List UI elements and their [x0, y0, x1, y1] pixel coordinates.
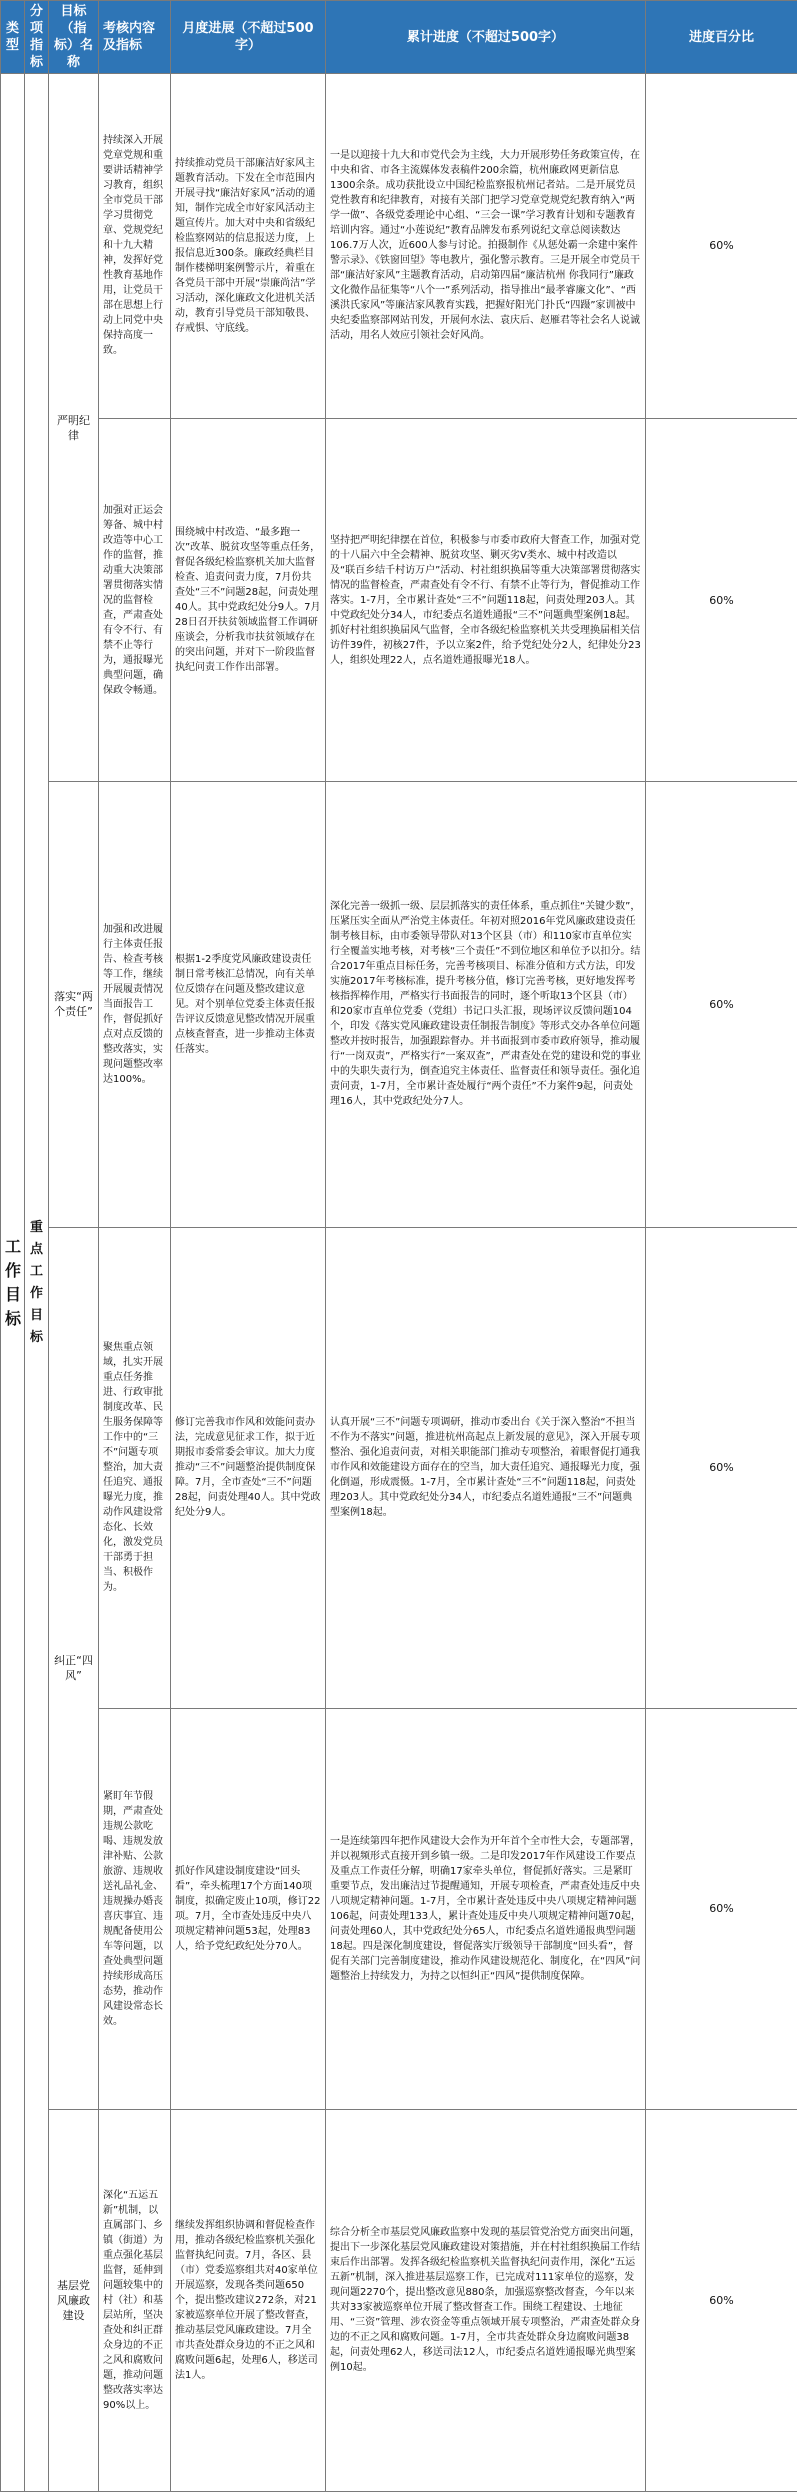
header-content: 考核内容及指标 [99, 1, 171, 74]
header-type: 类型 [1, 1, 25, 74]
monthly-progress-cell: 围绕城中村改造、“最多跑一次”改革、脱贫攻坚等重点任务，督促各级纪检监察机关加大监督检查、追责问责力度，7月份共查处“三不”问题28起，问责处理40人。其中党政纪处分9人。7月28日召开扶贫领域监督工作调研座谈会，分析我市扶贫领域存在的突出问题，并对下一阶段监督执纪问责工作作出部署。 [171, 418, 326, 782]
table-row [1, 418, 797, 782]
progress-percent-cell: 60% [646, 782, 797, 1227]
progress-percent-cell: 60% [646, 74, 797, 419]
content-cell: 紧盯年节假期，严肃查处违规公款吃喝、违规发放津补贴、公款旅游、违规收送礼品礼金、违规操办婚丧喜庆事宜、违规配备使用公车等问题，以查处典型问题持续形成高压态势，推动作风建设常态长效。 [99, 1708, 171, 2109]
table-row [1, 74, 797, 419]
content-cell: 加强对正运会筹备、城中村改造等中心工作的监督，推动重大决策部署贯彻落实情况的监督检查，严肃查处有令不行、有禁不止等行为，通报曝光典型问题，确保政令畅通。 [99, 418, 171, 782]
progress-percent-cell: 60% [646, 2109, 797, 2491]
header-progress-percent: 进度百分比 [646, 1, 797, 74]
monthly-progress-cell: 根据1-2季度党风廉政建设责任制日常考核汇总情况，向有关单位反馈存在问题及整改建议意见。对个别单位党委主体责任报告评议反馈意见整改情况开展重点核查督查，进一步推动主体责任落实。 [171, 782, 326, 1227]
cumulative-progress-cell: 坚持把严明纪律摆在首位，积极参与市委市政府大督查工作，加强对党的十八届六中全会精神、脱贫攻坚、剿灭劣V类水、城中村改造以及“联百乡结千村访万户”活动、村社组织换届等重大决策部署贯彻落实情况的监督检查，严肃查处有令不行、有禁不止等行为，督促推动工作落实。1-7月，全市累计查处“三不”问题118起，问责处理203人。其中党政纪处分34人，市纪委点名道姓通报“三不”问题典型案例18起。抓好村社组织换届风气监督，全市各级纪检监察机关共受理换届相关信访件39件，初核27件，予以立案2件，给予党纪处分2人，纪律处分23人，组织处理22人，点名道姓通报曝光18人。 [326, 418, 646, 782]
header-indicator-name: 目标（指标）名称 [49, 1, 99, 74]
monthly-progress-cell: 持续推动党员干部廉洁好家风主题教育活动。下发在全市范围内开展寻找“廉洁好家风”活动的通知，制作完成全市好家风活动主题宣传片。加大对中央和省级纪检监察网站的信息报送力度，上报信息近300条。廉政经典栏目制作楼梯明案例警示片，着重在各党员干部中开展“崇廉尚洁”学习活动，深化廉政文化进机关活动，教育引导党员干部知敬畏、存戒惧、守底线。 [171, 74, 326, 419]
content-cell: 深化“五运五新”机制，以直属部门、乡镇（街道）为重点强化基层监督，延伸到问题较集中的村（社）和基层站所，坚决查处和纠正群众身边的不正之风和腐败问题，推动问题整改落实率达90%以上。 [99, 2109, 171, 2491]
cumulative-progress-cell: 一是以迎接十九大和市党代会为主线，大力开展形势任务政策宣传，在中央和省、市各主流媒体发表稿件200余篇，杭州廉政网更新信息1300余条。成功获批设立中国纪检监察报杭州记者站。二是开展党员党性教育和纪律教育，对接有关部门把学习党章党规党纪教育纳入“两学一做”、各级党委理论中心组、“三会一课”学习教育计划和专题教育培训内容。通过“小莲说纪”教育品牌发布系列说纪文章总阅读数达106.7万人次，近600人参与讨论。拍摄制作《从惩处霸一余建中案件警示录》、《铁窗回望》等电教片，强化警示教育。三是开展全市党员干部“廉洁好家风”主题教育活动，启动第四届“廉洁杭州 你我同行”廉政文化微作品征集等“八个一”系列活动，指导推出“最孝睿廉文化”、“西溪洪氏家风”等廉洁家风教育实践，把握好阳光门扑氏“四蹑”家训被中央纪委监察部网站刊发，开展何水法、袁庆后、赵雁君等社会名人说诚活动，用名人效应引领社会好风尚。 [326, 74, 646, 419]
content-cell: 加强和改进履行主体责任报告、检查考核等工作，继续开展履责情况当面报告工作，督促抓好点对点反馈的整改落实，实现问题整改率达100%。 [99, 782, 171, 1227]
cumulative-progress-cell: 一是连续第四年把作风建设大会作为开年首个全市性大会，专题部署，并以视频形式直接开到乡镇一级。二是印发2017年作风建设工作要点及重点工作责任分解，明确17家牵头单位，督促抓好落实。三是紧盯重要节点，发出廉洁过节提醒通知，开展专项检查，严肃查处违反中央八项规定精神问题。1-7月，全市累计查处违反中央八项规定精神问题106起，问责处理133人，累计查处违反中央八项规定精神问题70起，问责处理60人，其中党政纪处分65人，市纪委点名道姓通报典型问题18起。四是深化制度建设，督促落实厅级领导干部制度“回头看”，督促有关部门完善制度建设，推动作风建设规范化、制度化，在“四风”问题整治上持续发力，为持之以恒纠正“四风”提供制度保障。 [326, 1708, 646, 2109]
cumulative-progress-cell: 认真开展“三不”问题专项调研，推动市委出台《关于深入整治“不担当不作为不落实”问题，推进杭州高起点上新发展的意见》，深入开展专项整治、强化追责问责，对相关职能部门推动专项整治，着眼督促打通我市作风和效能建设方面存在的空当，加大责任追究、通报曝光力度，强化倒逼，形成震慑。1-7月，全市累计查处“三不”问题118起，问责处理203人。其中党政纪处分34人，市纪委点名道姓通报“三不”问题典型案例18起。 [326, 1227, 646, 1708]
indicator-name-four-styles: 纠正“四风” [49, 1227, 99, 2109]
header-sub-indicator: 分项指标 [25, 1, 49, 74]
monthly-progress-cell: 继续发挥组织协调和督促检查作用，推动各级纪检监察机关强化监督执纪问责。7月，各区、县（市）党委巡察组共对40家单位开展巡察，发现各类问题650个，提出整改建议272条，对21家被巡察单位开展了整改督查，推动基层党风廉政建设。7月全市共查处群众身边的不正之风和腐败问题6起，处理6人，移送司法1人。 [171, 2109, 326, 2491]
content-cell: 持续深入开展党章党规和重要讲话精神学习教育，组织全市党员干部学习贯彻党章、党规党纪和十九大精神，发挥好党性教育基地作用，让党员干部在思想上行动上同党中央保持高度一致。 [99, 74, 171, 419]
progress-percent-cell: 60% [646, 1227, 797, 1708]
sub-indicator-cell: 重点工作目标 [25, 74, 49, 2492]
cumulative-progress-cell: 综合分析全市基层党风廉政监察中发现的基层管党治党方面突出问题，提出下一步深化基层党风廉政建设对策措施，并在村社组织换届工作结束后作出部署。发挥各级纪检监察机关监督执纪问责作用，深化“五运五新”机制，深入推进基层巡察工作，已完成对111家单位的巡察，发现问题2270个，提出整改意见880条，加强巡察整改督查，今年以来共对33家被巡察单位开展了整改督查工作。围绕工程建设、土地征用、“三资”管理、涉农资金等重点领域开展专项整治，严肃查处群众身边的不正之风和腐败问题。1-7月，全市共查处群众身边腐败问题38起，问责处理62人，移送司法12人，市纪委点名道姓通报曝光典型案例10起。 [326, 2109, 646, 2491]
content-cell: 聚焦重点领域，扎实开展重点任务推进、行政审批制度改革、民生服务保障等工作中的“三不”问题专项整治，加大责任追究、通报曝光力度，推动作风建设常态化、长效化，激发党员干部勇于担当、积极作为。 [99, 1227, 171, 1708]
header-cumulative-progress: 累计进度（不超过500字） [326, 1, 646, 74]
indicator-name-grassroots: 基层党风廉政建设 [49, 2109, 99, 2491]
category-cell: 工作目标 [1, 74, 25, 2492]
indicator-name-strict-discipline: 严明纪律 [49, 74, 99, 782]
progress-percent-cell: 60% [646, 1708, 797, 2109]
indicator-name-two-responsibilities: 落实“两个责任” [49, 782, 99, 1227]
table-row [1, 1708, 797, 2109]
table-row [1, 2109, 797, 2491]
monthly-progress-cell: 抓好作风建设制度建设“回头看”，牵头梳理17个方面140项制度，拟确定废止10项，修订22项。7月，全市查处违反中央八项规定精神问题53起，处理83人，给予党纪政纪处分70人。 [171, 1708, 326, 2109]
table-row [1, 782, 797, 1227]
header-monthly-progress: 月度进展（不超过500字） [171, 1, 326, 74]
monthly-progress-cell: 修订完善我市作风和效能问责办法，完成意见征求工作，拟于近期报市委常委会审议。加大力度推动“三不”问题整治提供制度保障。7月，全市查处“三不”问题28起，问责处理40人。其中党政纪处分9人。 [171, 1227, 326, 1708]
table-row [1, 1227, 797, 1708]
progress-percent-cell: 60% [646, 418, 797, 782]
cumulative-progress-cell: 深化完善一级抓一级、层层抓落实的责任体系，重点抓住“关键少数”，压紧压实全面从严治党主体责任。年初对照2016年党风廉政建设责任制考核目标，由市委领导带队对13个区县（市）和110家市直单位实行全覆盖实地考核，对考核“三个责任”不到位地区和单位予以扣分。结合2017年重点目标任务，完善考核项目、标准分值和方式方法，印发实施2017年考核标准，提升考核分值，修订完善考核，更好地发挥考核指挥棒作用，严格实行书面报告的同时，逐个听取13个区县（市）和20家市直单位党委（党组）书记口头汇报，现场评议反馈问题104个，印发《落实党风廉政建设责任制报告制度》等形式交办各单位问题整改并按时报告，加强跟踪督办。并书面报到市委市政府领导，推动履行“一岗双责”，严格实行“一案双查”，严肃查处在党的建设和党的事业中的失职失责行为，倒查追究主体责任、监督责任和领导责任。强化追责问责，1-7月，全市累计查处履行“两个责任”不力案件9起，问责处理16人，其中党政纪处分7人。 [326, 782, 646, 1227]
header-row [1, 1, 797, 74]
